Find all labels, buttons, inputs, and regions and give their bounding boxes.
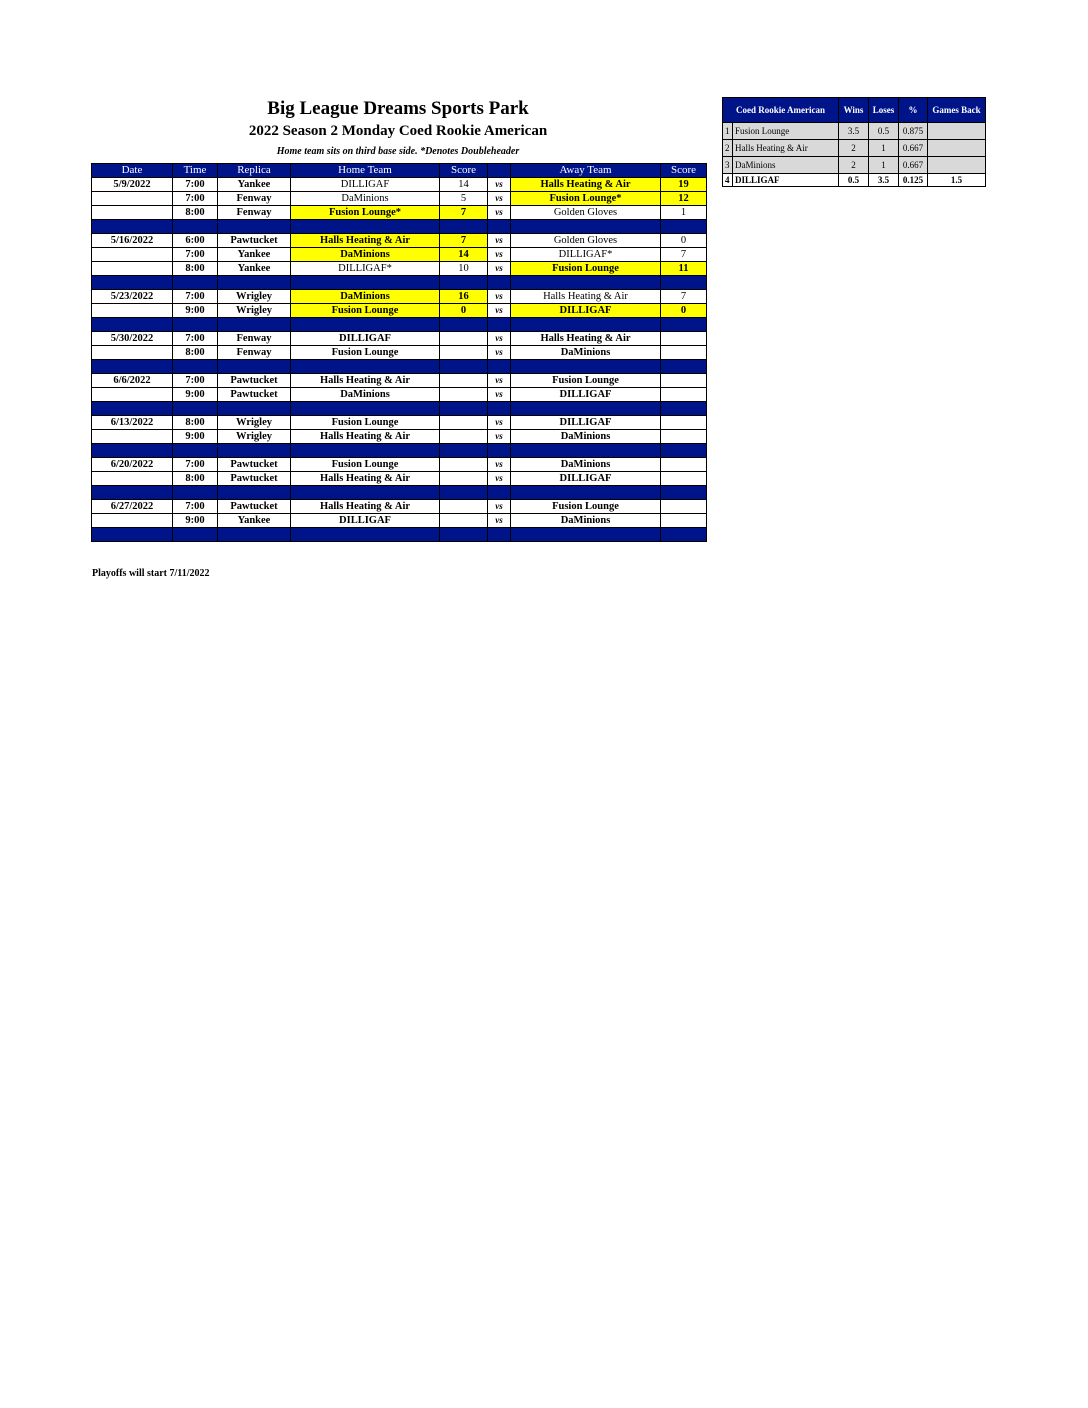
separator-cell (218, 402, 291, 416)
game-date (92, 514, 173, 528)
home-score: 7 (440, 234, 488, 248)
standings-loses: 1 (869, 157, 899, 174)
game-replica: Fenway (218, 346, 291, 360)
game-time: 7:00 (173, 178, 218, 192)
separator-cell (661, 486, 707, 500)
home-score (440, 388, 488, 402)
vs-label: vs (488, 458, 511, 472)
separator-cell (291, 486, 440, 500)
game-replica: Pawtucket (218, 234, 291, 248)
away-score: 0 (661, 234, 707, 248)
vs-label: vs (488, 514, 511, 528)
separator-cell (661, 402, 707, 416)
separator-cell (92, 318, 173, 332)
home-score (440, 472, 488, 486)
away-team: DILLIGAF (511, 388, 661, 402)
standings-rank: 3 (723, 157, 733, 174)
game-replica: Pawtucket (218, 374, 291, 388)
standings-table (722, 97, 986, 187)
standings-col-wins: Wins (839, 98, 869, 123)
schedule-row (92, 206, 707, 220)
standings-team: DaMinions (733, 157, 839, 174)
separator-cell (291, 220, 440, 234)
separator-cell (440, 318, 488, 332)
vs-label: vs (488, 416, 511, 430)
away-team: Golden Gloves (511, 234, 661, 248)
away-score: 1 (661, 206, 707, 220)
vs-label: vs (488, 430, 511, 444)
game-date (92, 304, 173, 318)
schedule-row (92, 262, 707, 276)
game-replica: Wrigley (218, 290, 291, 304)
schedule-row (92, 304, 707, 318)
home-team-note: Home team sits on third base side. *Denotes Doubleheader (276, 146, 520, 157)
col-home-score: Score (440, 164, 488, 178)
schedule-row (92, 500, 707, 514)
separator-cell (173, 528, 218, 542)
game-replica: Pawtucket (218, 472, 291, 486)
home-team: Halls Heating & Air (291, 374, 440, 388)
playoffs-note: Playoffs will start 7/11/2022 (92, 568, 210, 579)
separator-cell (661, 444, 707, 458)
separator-cell (488, 402, 511, 416)
schedule-row (92, 346, 707, 360)
home-team: Fusion Lounge* (291, 206, 440, 220)
away-team: Halls Heating & Air (511, 332, 661, 346)
away-team: Halls Heating & Air (511, 178, 661, 192)
separator-cell (218, 444, 291, 458)
game-date (92, 346, 173, 360)
away-score (661, 374, 707, 388)
separator-cell (511, 276, 661, 290)
separator-cell (488, 318, 511, 332)
game-date: 6/27/2022 (92, 500, 173, 514)
separator-cell (488, 276, 511, 290)
away-score: 12 (661, 192, 707, 206)
game-time: 8:00 (173, 262, 218, 276)
away-team: Halls Heating & Air (511, 290, 661, 304)
home-team: Halls Heating & Air (291, 500, 440, 514)
col-away-score: Score (661, 164, 707, 178)
week-separator (92, 528, 707, 542)
home-team: Fusion Lounge (291, 416, 440, 430)
standings-col-games-back: Games Back (928, 98, 986, 123)
standings-pct: 0.875 (899, 123, 928, 140)
separator-cell (173, 402, 218, 416)
away-team: DaMinions (511, 458, 661, 472)
standings-games-back (928, 140, 986, 157)
standings-col-pct: % (899, 98, 928, 123)
separator-cell (92, 444, 173, 458)
col-vs (488, 164, 511, 178)
standings-wins: 3.5 (839, 123, 869, 140)
separator-cell (218, 486, 291, 500)
home-team: Fusion Lounge (291, 346, 440, 360)
vs-label: vs (488, 332, 511, 346)
separator-cell (92, 486, 173, 500)
schedule-row (92, 416, 707, 430)
schedule-row (92, 388, 707, 402)
game-time: 8:00 (173, 206, 218, 220)
schedule-row (92, 290, 707, 304)
separator-cell (440, 220, 488, 234)
separator-cell (661, 528, 707, 542)
separator-cell (92, 360, 173, 374)
vs-label: vs (488, 500, 511, 514)
vs-label: vs (488, 346, 511, 360)
standings-loses: 3.5 (869, 174, 899, 187)
vs-label: vs (488, 206, 511, 220)
vs-label: vs (488, 248, 511, 262)
away-score: 7 (661, 290, 707, 304)
away-team: DILLIGAF (511, 304, 661, 318)
game-time: 9:00 (173, 430, 218, 444)
separator-cell (92, 276, 173, 290)
game-replica: Pawtucket (218, 388, 291, 402)
game-replica: Yankee (218, 262, 291, 276)
standings-row (723, 174, 986, 187)
game-time: 8:00 (173, 416, 218, 430)
standings-pct: 0.667 (899, 140, 928, 157)
home-team: DaMinions (291, 290, 440, 304)
standings-rank: 4 (723, 174, 733, 187)
game-replica: Wrigley (218, 430, 291, 444)
game-replica: Fenway (218, 332, 291, 346)
game-time: 7:00 (173, 332, 218, 346)
standings-loses: 0.5 (869, 123, 899, 140)
col-date: Date (92, 164, 173, 178)
game-time: 7:00 (173, 290, 218, 304)
schedule-body (92, 178, 707, 542)
home-score: 14 (440, 248, 488, 262)
separator-cell (440, 360, 488, 374)
game-replica: Fenway (218, 206, 291, 220)
schedule-row (92, 192, 707, 206)
game-date: 5/16/2022 (92, 234, 173, 248)
separator-cell (511, 220, 661, 234)
separator-cell (218, 528, 291, 542)
game-date: 5/9/2022 (92, 178, 173, 192)
standings-loses: 1 (869, 140, 899, 157)
standings-games-back: 1.5 (928, 174, 986, 187)
game-date (92, 472, 173, 486)
away-score (661, 472, 707, 486)
game-time: 9:00 (173, 388, 218, 402)
home-team: Halls Heating & Air (291, 430, 440, 444)
separator-cell (173, 444, 218, 458)
page-title: Big League Dreams Sports Park (267, 98, 529, 119)
standings-team: DILLIGAF (733, 174, 839, 187)
game-date (92, 248, 173, 262)
separator-cell (511, 444, 661, 458)
away-score (661, 500, 707, 514)
game-date (92, 430, 173, 444)
home-score (440, 458, 488, 472)
separator-cell (291, 276, 440, 290)
home-team: DILLIGAF (291, 178, 440, 192)
vs-label: vs (488, 290, 511, 304)
vs-label: vs (488, 262, 511, 276)
game-date (92, 388, 173, 402)
home-team: DaMinions (291, 248, 440, 262)
separator-cell (661, 220, 707, 234)
game-replica: Pawtucket (218, 500, 291, 514)
away-team: DILLIGAF* (511, 248, 661, 262)
away-score (661, 388, 707, 402)
game-time: 7:00 (173, 374, 218, 388)
home-score (440, 374, 488, 388)
away-team: DaMinions (511, 346, 661, 360)
separator-cell (440, 486, 488, 500)
separator-cell (488, 360, 511, 374)
schedule-header-row (92, 164, 707, 178)
game-date: 5/23/2022 (92, 290, 173, 304)
game-time: 7:00 (173, 500, 218, 514)
week-separator (92, 360, 707, 374)
standings-rank: 2 (723, 140, 733, 157)
home-score (440, 430, 488, 444)
game-replica: Wrigley (218, 304, 291, 318)
game-time: 6:00 (173, 234, 218, 248)
away-score: 0 (661, 304, 707, 318)
game-time: 8:00 (173, 472, 218, 486)
standings-pct: 0.125 (899, 174, 928, 187)
separator-cell (291, 444, 440, 458)
away-team: DaMinions (511, 514, 661, 528)
separator-cell (511, 528, 661, 542)
game-replica: Yankee (218, 178, 291, 192)
separator-cell (661, 360, 707, 374)
separator-cell (92, 402, 173, 416)
separator-cell (92, 528, 173, 542)
week-separator (92, 220, 707, 234)
separator-cell (291, 402, 440, 416)
game-replica: Fenway (218, 192, 291, 206)
standings-col-division: Coed Rookie American (723, 98, 839, 123)
separator-cell (440, 528, 488, 542)
away-score: 11 (661, 262, 707, 276)
week-separator (92, 402, 707, 416)
separator-cell (488, 220, 511, 234)
separator-cell (488, 528, 511, 542)
col-replica: Replica (218, 164, 291, 178)
game-date: 5/30/2022 (92, 332, 173, 346)
separator-cell (661, 276, 707, 290)
away-team: Fusion Lounge (511, 374, 661, 388)
game-time: 8:00 (173, 346, 218, 360)
standings-pct: 0.667 (899, 157, 928, 174)
standings-row (723, 123, 986, 140)
standings-body (723, 123, 986, 187)
col-home-team: Home Team (291, 164, 440, 178)
home-score: 10 (440, 262, 488, 276)
separator-cell (291, 318, 440, 332)
standings-team: Fusion Lounge (733, 123, 839, 140)
away-team: Golden Gloves (511, 206, 661, 220)
home-score (440, 514, 488, 528)
separator-cell (440, 402, 488, 416)
away-score: 19 (661, 178, 707, 192)
game-date: 6/6/2022 (92, 374, 173, 388)
vs-label: vs (488, 388, 511, 402)
separator-cell (218, 220, 291, 234)
standings-col-loses: Loses (869, 98, 899, 123)
away-team: DILLIGAF (511, 416, 661, 430)
separator-cell (92, 220, 173, 234)
game-replica: Wrigley (218, 416, 291, 430)
standings-games-back (928, 123, 986, 140)
home-team: Fusion Lounge (291, 458, 440, 472)
game-time: 9:00 (173, 514, 218, 528)
home-score (440, 332, 488, 346)
away-score (661, 346, 707, 360)
home-team: DILLIGAF (291, 514, 440, 528)
separator-cell (173, 220, 218, 234)
away-score (661, 458, 707, 472)
standings-header-row (723, 98, 986, 123)
separator-cell (291, 360, 440, 374)
separator-cell (173, 360, 218, 374)
away-score (661, 416, 707, 430)
vs-label: vs (488, 374, 511, 388)
separator-cell (440, 276, 488, 290)
game-date (92, 192, 173, 206)
separator-cell (661, 318, 707, 332)
home-team: DILLIGAF* (291, 262, 440, 276)
col-away-team: Away Team (511, 164, 661, 178)
away-score (661, 430, 707, 444)
game-date: 6/13/2022 (92, 416, 173, 430)
standings-games-back (928, 157, 986, 174)
game-time: 9:00 (173, 304, 218, 318)
game-date (92, 262, 173, 276)
separator-cell (488, 444, 511, 458)
away-score: 7 (661, 248, 707, 262)
vs-label: vs (488, 234, 511, 248)
standings-wins: 0.5 (839, 174, 869, 187)
away-team: Fusion Lounge (511, 500, 661, 514)
separator-cell (173, 486, 218, 500)
separator-cell (173, 318, 218, 332)
game-time: 7:00 (173, 192, 218, 206)
separator-cell (173, 276, 218, 290)
standings-wins: 2 (839, 140, 869, 157)
separator-cell (218, 318, 291, 332)
separator-cell (511, 402, 661, 416)
schedule-row (92, 458, 707, 472)
week-separator (92, 486, 707, 500)
standings-rank: 1 (723, 123, 733, 140)
vs-label: vs (488, 472, 511, 486)
separator-cell (218, 276, 291, 290)
game-time: 7:00 (173, 248, 218, 262)
schedule-row (92, 248, 707, 262)
vs-label: vs (488, 178, 511, 192)
week-separator (92, 318, 707, 332)
away-score (661, 514, 707, 528)
home-team: DaMinions (291, 388, 440, 402)
schedule-row (92, 374, 707, 388)
away-team: Fusion Lounge (511, 262, 661, 276)
home-score: 7 (440, 206, 488, 220)
home-score (440, 346, 488, 360)
game-replica: Pawtucket (218, 458, 291, 472)
schedule-row (92, 332, 707, 346)
standings-row (723, 157, 986, 174)
schedule-row (92, 178, 707, 192)
separator-cell (488, 486, 511, 500)
game-date: 6/20/2022 (92, 458, 173, 472)
standings-row (723, 140, 986, 157)
away-team: DILLIGAF (511, 472, 661, 486)
home-score (440, 416, 488, 430)
home-team: Halls Heating & Air (291, 472, 440, 486)
home-score: 14 (440, 178, 488, 192)
standings-wins: 2 (839, 157, 869, 174)
separator-cell (291, 528, 440, 542)
standings-team: Halls Heating & Air (733, 140, 839, 157)
game-date (92, 206, 173, 220)
home-score: 16 (440, 290, 488, 304)
separator-cell (511, 360, 661, 374)
week-separator (92, 444, 707, 458)
home-team: DILLIGAF (291, 332, 440, 346)
vs-label: vs (488, 304, 511, 318)
schedule-row (92, 234, 707, 248)
home-team: DaMinions (291, 192, 440, 206)
separator-cell (440, 444, 488, 458)
game-time: 7:00 (173, 458, 218, 472)
week-separator (92, 276, 707, 290)
home-team: Fusion Lounge (291, 304, 440, 318)
away-team: DaMinions (511, 430, 661, 444)
schedule-row (92, 472, 707, 486)
separator-cell (511, 318, 661, 332)
home-team: Halls Heating & Air (291, 234, 440, 248)
vs-label: vs (488, 192, 511, 206)
home-score: 0 (440, 304, 488, 318)
col-time: Time (173, 164, 218, 178)
game-replica: Yankee (218, 514, 291, 528)
schedule-row (92, 430, 707, 444)
league-subtitle: 2022 Season 2 Monday Coed Rookie American (248, 123, 548, 139)
schedule-row (92, 514, 707, 528)
home-score (440, 500, 488, 514)
away-team: Fusion Lounge* (511, 192, 661, 206)
home-score: 5 (440, 192, 488, 206)
separator-cell (511, 486, 661, 500)
game-replica: Yankee (218, 248, 291, 262)
away-score (661, 332, 707, 346)
schedule-table (91, 163, 707, 542)
separator-cell (218, 360, 291, 374)
